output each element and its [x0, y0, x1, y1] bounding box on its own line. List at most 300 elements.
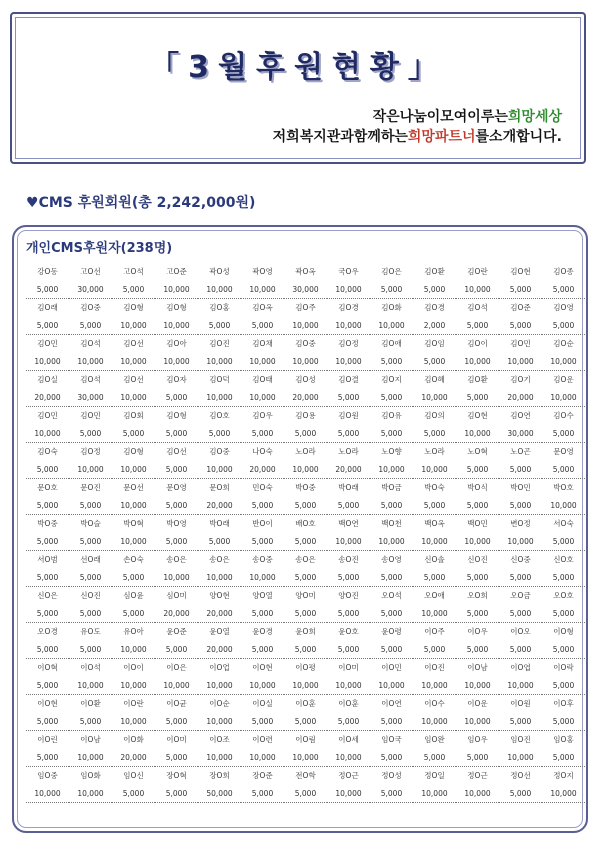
donor-name: 곽O옥 — [295, 267, 316, 276]
donor-amount: 5,000 — [284, 640, 327, 659]
donor-amount: 5,000 — [69, 496, 112, 515]
donor-name: 노O향 — [381, 447, 402, 456]
donor-name: 이O형 — [553, 627, 574, 636]
donor-name: 이O화 — [123, 735, 144, 744]
donor-amount: 20,000 — [241, 460, 284, 479]
tagline-1-highlight: 희망세상 — [507, 109, 562, 125]
donor-name: 노O라 — [338, 447, 359, 456]
donor-amount: 5,000 — [26, 604, 69, 623]
donor-amount: 5,000 — [499, 460, 542, 479]
donor-name: 정O지 — [553, 771, 574, 780]
donor-amount: 10,000 — [155, 280, 198, 299]
donor-name: 심O미 — [166, 591, 187, 600]
donor-name: 백O옥 — [424, 519, 445, 528]
cms-summary — [26, 192, 255, 212]
donor-name: 오O석 — [381, 591, 402, 600]
donor-list-box — [12, 225, 588, 833]
donor-name: 이O업 — [209, 663, 230, 672]
donor-amount: 10,000 — [155, 568, 198, 587]
donor-name: 박O숙 — [424, 483, 445, 492]
donor-amount: 10,000 — [69, 748, 112, 767]
donor-amount: 5,000 — [69, 532, 112, 551]
donor-name: 김O민 — [37, 339, 58, 348]
donor-amount: 10,000 — [413, 460, 456, 479]
donor-amount: 5,000 — [284, 784, 327, 803]
donor-amount: 5,000 — [155, 748, 198, 767]
donor-amount: 5,000 — [370, 712, 413, 731]
donor-name: 임O진 — [510, 735, 531, 744]
donor-amount: 20,000 — [112, 748, 155, 767]
donor-name: 김O혜 — [424, 375, 445, 384]
donor-name: 김O형 — [123, 447, 144, 456]
donor-amount: 10,000 — [112, 316, 155, 335]
donor-name: 정O선 — [510, 771, 531, 780]
header-tagline-1 — [373, 106, 562, 126]
donor-amount: 5,000 — [413, 640, 456, 659]
donor-amount: 20,000 — [499, 388, 542, 407]
donor-amount: 5,000 — [69, 424, 112, 443]
donor-name: 김O애 — [381, 339, 402, 348]
donor-name: 이O연 — [381, 699, 402, 708]
donor-name: 김O선 — [123, 339, 144, 348]
donor-amount: 20,000 — [198, 640, 241, 659]
donor-name: 김O석 — [80, 375, 101, 384]
donor-name: 김O선 — [123, 375, 144, 384]
donor-amount: 10,000 — [413, 388, 456, 407]
donor-name: 손O숙 — [123, 555, 144, 564]
donor-amount: 10,000 — [327, 280, 370, 299]
donor-amount: 5,000 — [370, 280, 413, 299]
donor-amount: 5,000 — [456, 568, 499, 587]
donor-amount: 10,000 — [198, 460, 241, 479]
donor-amount: 5,000 — [241, 784, 284, 803]
donor-amount: 5,000 — [542, 604, 585, 623]
donor-name: 장O혁 — [166, 771, 187, 780]
donor-name: 임O화 — [80, 771, 101, 780]
donor-name: 윤O열 — [209, 627, 230, 636]
donor-amount: 5,000 — [327, 424, 370, 443]
donor-amount: 10,000 — [69, 784, 112, 803]
donor-amount: 10,000 — [69, 676, 112, 695]
donor-name: 이O현 — [37, 699, 58, 708]
donor-name: 노O곤 — [510, 447, 531, 456]
donor-name: 박O혁 — [123, 519, 144, 528]
donor-amount-row — [26, 352, 585, 371]
donor-name: 오O호 — [553, 591, 574, 600]
donor-amount: 20,000 — [198, 604, 241, 623]
donor-name-row — [26, 263, 585, 280]
donor-amount: 10,000 — [370, 316, 413, 335]
donor-name: 신O솔 — [424, 555, 445, 564]
donor-amount: 30,000 — [69, 280, 112, 299]
donor-name: 김O결 — [338, 375, 359, 384]
donor-amount: 5,000 — [327, 568, 370, 587]
donor-name: 이O민 — [381, 663, 402, 672]
donor-name: 김O회 — [123, 411, 144, 420]
donor-amount: 5,000 — [155, 388, 198, 407]
donor-amount-row — [26, 568, 585, 587]
donor-name: 이O평 — [295, 663, 316, 672]
donor-name-row — [26, 371, 585, 389]
donor-amount: 5,000 — [327, 604, 370, 623]
donor-name: 김O종 — [553, 267, 574, 276]
donor-name: 양O진 — [338, 591, 359, 600]
donor-name: 문O영 — [553, 447, 574, 456]
donor-name-row — [26, 479, 585, 497]
donor-name: 김O중 — [295, 339, 316, 348]
donor-amount: 5,000 — [542, 712, 585, 731]
donor-name: 백O천 — [381, 519, 402, 528]
donor-name: 양O미 — [295, 591, 316, 600]
donor-amount: 10,000 — [456, 784, 499, 803]
donor-name: 정O근 — [467, 771, 488, 780]
donor-amount: 30,000 — [499, 424, 542, 443]
donor-name-row — [26, 587, 585, 605]
donor-name: 김O석 — [80, 339, 101, 348]
donor-amount: 5,000 — [69, 604, 112, 623]
donor-name: 이O세 — [338, 735, 359, 744]
donor-name: 김O유 — [381, 411, 402, 420]
donor-name: 이O엽 — [510, 663, 531, 672]
donor-name: 임O홍 — [553, 735, 574, 744]
donor-name: 김O순 — [553, 339, 574, 348]
donor-amount: 10,000 — [198, 280, 241, 299]
donor-name: 김O주 — [295, 303, 316, 312]
donor-amount: 5,000 — [112, 280, 155, 299]
donor-name: 김O현 — [510, 267, 531, 276]
donor-name: 이O균 — [166, 699, 187, 708]
donor-amount: 10,000 — [456, 280, 499, 299]
donor-name: 이O훈 — [338, 699, 359, 708]
donor-amount: 10,000 — [112, 532, 155, 551]
donor-amount: 5,000 — [284, 532, 327, 551]
donor-amount: 10,000 — [327, 748, 370, 767]
donor-amount-row — [26, 280, 585, 299]
donor-amount: 5,000 — [26, 748, 69, 767]
donor-amount: 10,000 — [112, 496, 155, 515]
page-title: 「3월후원현황」 — [149, 50, 447, 85]
donor-amount: 10,000 — [413, 712, 456, 731]
donor-name: 김O숙 — [37, 447, 58, 456]
donor-name-row — [26, 299, 585, 317]
donor-name: 문O호 — [37, 483, 58, 492]
donor-name: 김O형 — [166, 303, 187, 312]
donor-name: 송O영 — [381, 555, 402, 564]
donor-name: 이O석 — [80, 663, 101, 672]
donor-name: 김O수 — [553, 411, 574, 420]
donor-name: 고O석 — [123, 267, 144, 276]
donor-amount: 20,000 — [155, 604, 198, 623]
donor-amount: 10,000 — [456, 532, 499, 551]
donor-name: 김O형 — [166, 411, 187, 420]
donor-amount: 10,000 — [327, 316, 370, 335]
donor-amount: 5,000 — [456, 604, 499, 623]
donor-amount: 10,000 — [69, 460, 112, 479]
donor-amount: 5,000 — [413, 280, 456, 299]
donor-amount-row — [26, 604, 585, 623]
donor-amount: 5,000 — [370, 424, 413, 443]
donor-amount: 10,000 — [112, 676, 155, 695]
donor-name: 박O래 — [338, 483, 359, 492]
donor-name-row — [26, 515, 585, 533]
donor-amount: 10,000 — [542, 784, 585, 803]
donor-amount: 10,000 — [198, 676, 241, 695]
donor-amount: 10,000 — [112, 640, 155, 659]
donor-amount: 10,000 — [69, 352, 112, 371]
donor-amount-row — [26, 532, 585, 551]
donor-amount: 5,000 — [413, 496, 456, 515]
donor-amount: 10,000 — [413, 784, 456, 803]
donor-name: 김O임 — [424, 339, 445, 348]
tagline-2-suffix: 를소개합니다. — [475, 129, 562, 145]
donor-amount: 5,000 — [69, 316, 112, 335]
donor-name: 김O실 — [37, 375, 58, 384]
donor-amount: 10,000 — [542, 352, 585, 371]
donor-amount: 5,000 — [198, 316, 241, 335]
donor-amount: 5,000 — [26, 532, 69, 551]
donor-name: 김O아 — [166, 339, 187, 348]
donor-name: 김O형 — [123, 303, 144, 312]
donor-name: 이O운 — [467, 699, 488, 708]
donor-amount: 5,000 — [198, 424, 241, 443]
donor-amount: 5,000 — [155, 640, 198, 659]
donor-name: 김O정 — [80, 447, 101, 456]
donor-amount: 5,000 — [155, 712, 198, 731]
donor-name: 김O은 — [381, 267, 402, 276]
donor-amount: 2,000 — [413, 316, 456, 335]
donor-name: 김O자 — [166, 375, 187, 384]
donor-name: 이O오 — [510, 627, 531, 636]
donor-name: 송O은 — [295, 555, 316, 564]
donor-name: 김O래 — [37, 303, 58, 312]
donor-name: 김O현 — [467, 411, 488, 420]
donor-name-row — [26, 407, 585, 425]
donor-name: 김O이 — [467, 339, 488, 348]
donor-amount: 5,000 — [542, 280, 585, 299]
donor-amount: 10,000 — [327, 784, 370, 803]
donor-amount: 5,000 — [499, 316, 542, 335]
donor-name: 김O연 — [510, 411, 531, 420]
donor-amount: 5,000 — [26, 460, 69, 479]
donor-name: 김O중 — [80, 303, 101, 312]
donor-amount: 5,000 — [499, 568, 542, 587]
donor-amount: 10,000 — [456, 712, 499, 731]
donor-amount: 20,000 — [26, 388, 69, 407]
donor-amount: 5,000 — [542, 316, 585, 335]
donor-amount: 5,000 — [241, 496, 284, 515]
donor-amount: 5,000 — [456, 748, 499, 767]
donor-amount: 10,000 — [499, 748, 542, 767]
donor-amount: 5,000 — [284, 604, 327, 623]
donor-name: 이O남 — [80, 735, 101, 744]
donor-name-row — [26, 623, 585, 641]
donor-amount: 5,000 — [26, 568, 69, 587]
tagline-2-highlight: 희망파트너 — [407, 129, 476, 145]
donor-name: 김O정 — [338, 339, 359, 348]
donor-name: 김O의 — [424, 411, 445, 420]
donor-amount: 10,000 — [327, 532, 370, 551]
donor-amount: 10,000 — [112, 352, 155, 371]
donor-name: 이O훈 — [295, 699, 316, 708]
donor-amount: 5,000 — [284, 712, 327, 731]
donor-name: 장O준 — [252, 771, 273, 780]
donor-name: 노O혁 — [467, 447, 488, 456]
donor-amount: 5,000 — [327, 496, 370, 515]
donor-amount: 5,000 — [370, 640, 413, 659]
donor-amount: 5,000 — [112, 424, 155, 443]
donor-name-row — [26, 659, 585, 677]
donor-name: 김O화 — [381, 303, 402, 312]
donor-name: 윤O호 — [338, 627, 359, 636]
donor-name: 이O후 — [553, 699, 574, 708]
donor-name: 이O린 — [37, 735, 58, 744]
donor-name: 박O중 — [37, 519, 58, 528]
donor-name: 김O준 — [510, 303, 531, 312]
donor-name: 김O환 — [467, 375, 488, 384]
donor-amount: 5,000 — [499, 712, 542, 731]
donor-amount-row — [26, 784, 585, 803]
donor-name-row — [26, 767, 585, 785]
donor-amount: 10,000 — [112, 460, 155, 479]
donor-name: 오O희 — [467, 591, 488, 600]
donor-name: 전O학 — [295, 771, 316, 780]
donor-amount: 10,000 — [155, 676, 198, 695]
donor-name-row — [26, 335, 585, 353]
donor-name: 김O용 — [295, 411, 316, 420]
donor-name: 김O선 — [166, 447, 187, 456]
donor-amount: 10,000 — [284, 352, 327, 371]
donor-amount: 5,000 — [413, 352, 456, 371]
donor-name: 오O애 — [424, 591, 445, 600]
donor-name: 반O이 — [252, 519, 273, 528]
donor-name: 박O중 — [295, 483, 316, 492]
donor-amount: 5,000 — [370, 748, 413, 767]
donor-name-row — [26, 695, 585, 713]
donor-name-row — [26, 551, 585, 569]
donor-amount: 5,000 — [241, 424, 284, 443]
donor-name: 장O희 — [209, 771, 230, 780]
donor-amount: 5,000 — [327, 712, 370, 731]
tagline-1-text: 작은나눔이모여이루는 — [372, 109, 508, 125]
donor-name: 이O림 — [295, 735, 316, 744]
donor-name: 서O범 — [37, 555, 58, 564]
donor-amount: 5,000 — [542, 532, 585, 551]
donor-name: 이O은 — [166, 663, 187, 672]
donor-amount: 10,000 — [456, 424, 499, 443]
donor-name: 국O우 — [338, 267, 359, 276]
donor-amount: 10,000 — [241, 748, 284, 767]
donor-amount: 10,000 — [284, 748, 327, 767]
donor-name: 김O채 — [252, 339, 273, 348]
donor-amount: 10,000 — [241, 568, 284, 587]
donor-amount: 5,000 — [456, 316, 499, 335]
donor-name: 심O윤 — [123, 591, 144, 600]
donor-name: 박O호 — [553, 483, 574, 492]
donor-amount: 5,000 — [499, 784, 542, 803]
donor-amount-row — [26, 424, 585, 443]
cms-summary-label: CMS 후원회원(총 2,242,000원) — [38, 195, 256, 211]
donor-amount: 5,000 — [456, 460, 499, 479]
donor-name: 이O주 — [424, 627, 445, 636]
donor-name: 이O원 — [510, 699, 531, 708]
donor-name: 정O근 — [338, 771, 359, 780]
donor-name: 송O진 — [338, 555, 359, 564]
donor-amount: 10,000 — [198, 748, 241, 767]
donor-amount: 5,000 — [26, 640, 69, 659]
donor-amount: 5,000 — [499, 640, 542, 659]
donor-name: 노O라 — [424, 447, 445, 456]
donor-amount: 5,000 — [327, 388, 370, 407]
donor-name: 곽O성 — [209, 267, 230, 276]
donor-amount: 10,000 — [284, 460, 327, 479]
donor-name: 문O선 — [123, 483, 144, 492]
donor-name: 김O경 — [338, 303, 359, 312]
donor-amount-row — [26, 748, 585, 767]
donor-amount: 5,000 — [155, 424, 198, 443]
donor-name: 김O란 — [467, 267, 488, 276]
donor-amount: 5,000 — [284, 496, 327, 515]
donor-amount: 10,000 — [198, 388, 241, 407]
header-banner — [10, 12, 586, 164]
donor-amount: 5,000 — [542, 676, 585, 695]
donor-amount: 10,000 — [26, 424, 69, 443]
donor-amount: 5,000 — [26, 676, 69, 695]
donor-amount: 10,000 — [370, 676, 413, 695]
donor-name: 김O민 — [510, 339, 531, 348]
donor-name: 김O기 — [510, 375, 531, 384]
donor-amount: 5,000 — [26, 496, 69, 515]
donor-amount: 10,000 — [155, 316, 198, 335]
donor-name: 박O영 — [166, 519, 187, 528]
donor-amount-row — [26, 460, 585, 479]
donor-amount: 5,000 — [413, 748, 456, 767]
donor-name: 김O민 — [37, 411, 58, 420]
donor-name: 임O신 — [123, 771, 144, 780]
donor-amount: 10,000 — [542, 496, 585, 515]
donor-amount: 10,000 — [327, 352, 370, 371]
donor-amount: 5,000 — [327, 640, 370, 659]
donor-name: 이O이 — [123, 663, 144, 672]
donor-name: 변O정 — [510, 519, 531, 528]
donor-amount: 5,000 — [370, 568, 413, 587]
donor-table — [26, 263, 585, 803]
donor-name: 박O민 — [510, 483, 531, 492]
donor-amount: 5,000 — [542, 640, 585, 659]
donor-name: 이O란 — [123, 699, 144, 708]
donor-amount-row — [26, 640, 585, 659]
donor-amount: 5,000 — [413, 568, 456, 587]
donor-amount: 20,000 — [327, 460, 370, 479]
donor-name: 고O선 — [80, 267, 101, 276]
donor-name: 이O련 — [252, 735, 273, 744]
donor-amount: 10,000 — [499, 532, 542, 551]
heart-icon: ♥ — [26, 195, 39, 211]
donor-name: 이O환 — [80, 699, 101, 708]
donor-amount: 5,000 — [69, 640, 112, 659]
donor-name: 신O진 — [467, 555, 488, 564]
donor-amount: 10,000 — [241, 388, 284, 407]
donor-amount: 5,000 — [370, 352, 413, 371]
donor-amount: 10,000 — [413, 676, 456, 695]
donor-amount: 5,000 — [370, 496, 413, 515]
donor-name: 나O숙 — [252, 447, 273, 456]
donor-name: 이O남 — [467, 663, 488, 672]
donor-name: 송O은 — [166, 555, 187, 564]
donor-name: 신O은 — [37, 591, 58, 600]
donor-name: 윤O희 — [295, 627, 316, 636]
donor-amount: 10,000 — [456, 676, 499, 695]
donor-amount: 5,000 — [499, 280, 542, 299]
